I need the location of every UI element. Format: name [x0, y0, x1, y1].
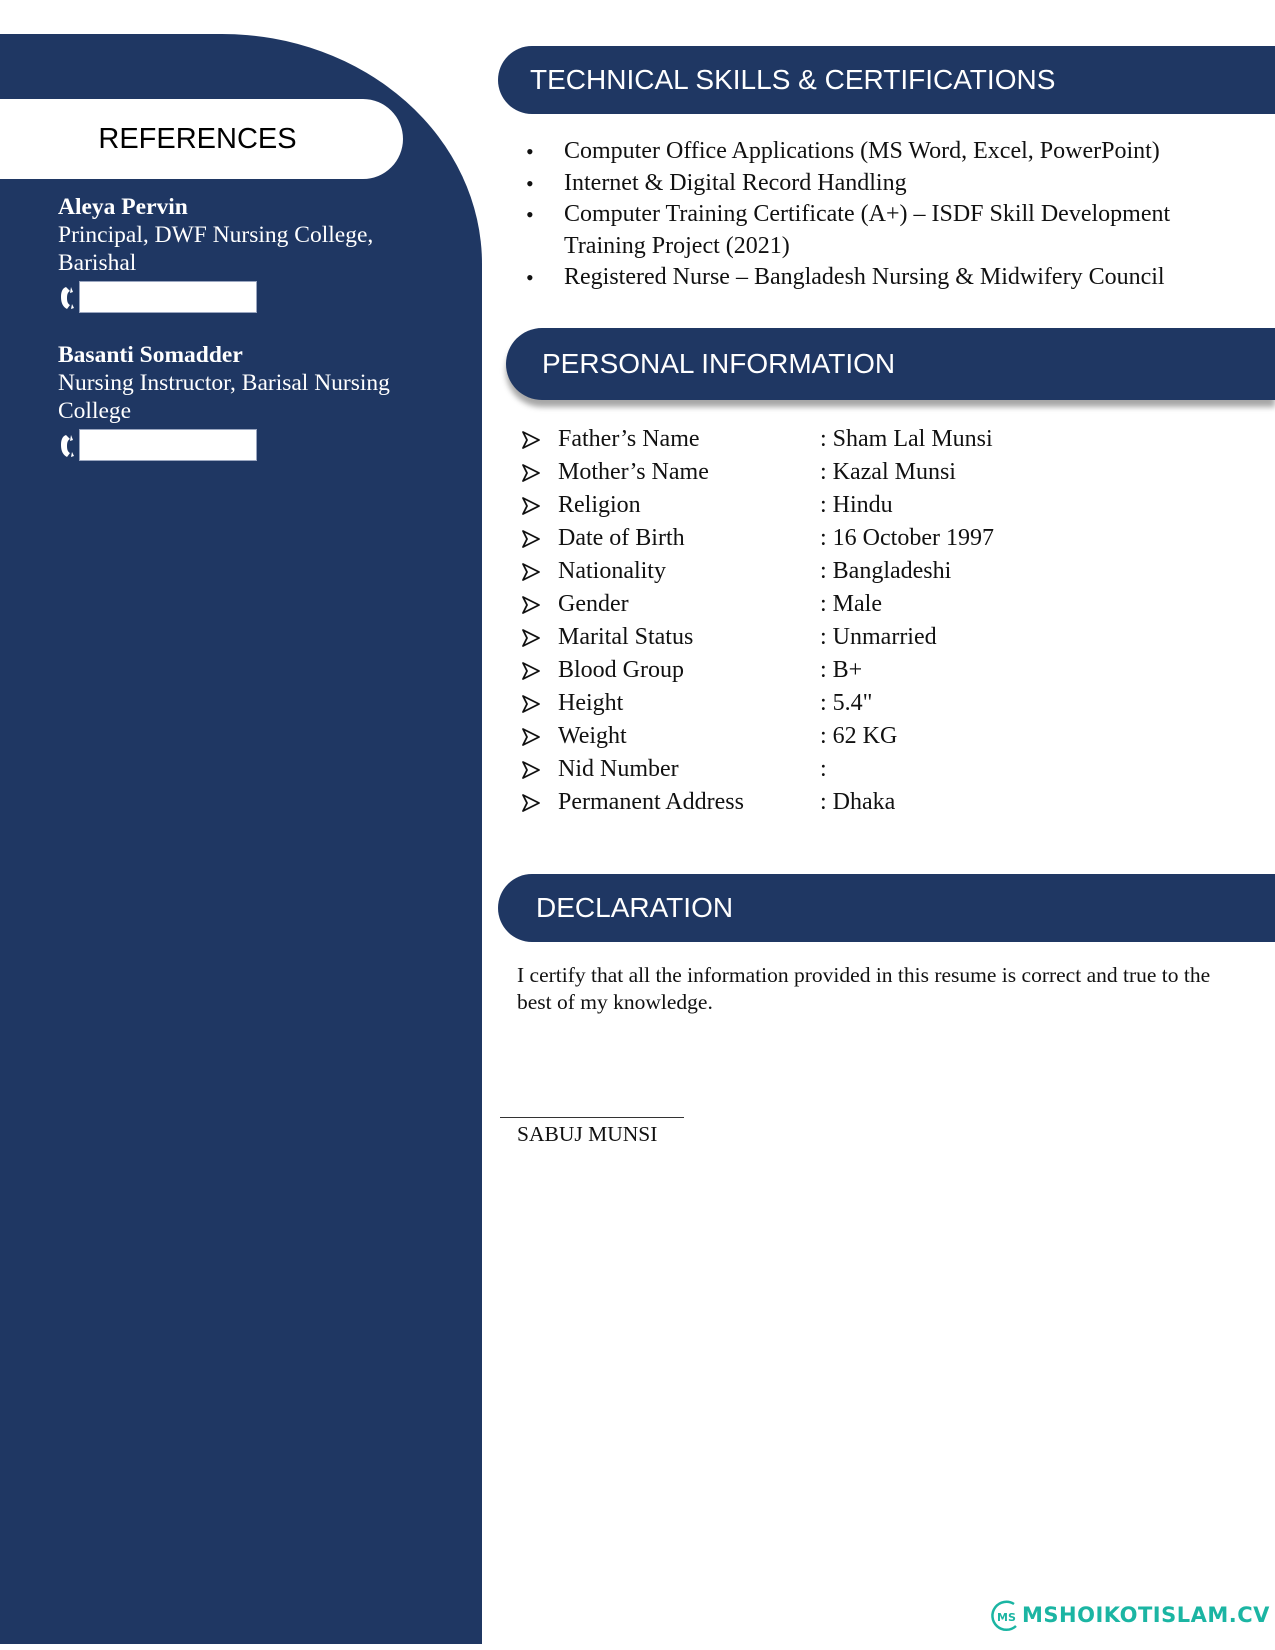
watermark-text: MSHOIKOTISLAM.CV	[1022, 1603, 1270, 1627]
info-label: Weight	[558, 723, 627, 749]
declaration-text: I certify that all the information provided in this resume is correct and true to the best of my knowledge.	[517, 963, 1211, 1014]
info-value: : 62 KG	[820, 723, 898, 749]
personal-information-list	[522, 423, 1242, 819]
technical-skills-title: TECHNICAL SKILLS & CERTIFICATIONS	[530, 64, 1056, 95]
skill-text: Computer Office Applications (MS Word, Excel, PowerPoint)	[564, 138, 1160, 164]
arrow-bullet-icon	[522, 753, 540, 786]
arrow-bullet-icon	[522, 687, 540, 720]
reference-phone	[58, 429, 428, 463]
arrow-bullet-icon	[522, 456, 540, 489]
reference-phone	[58, 281, 428, 315]
technical-skills-heading	[498, 46, 1275, 114]
info-row	[522, 621, 1242, 654]
reference-entry	[58, 341, 428, 463]
reference-name: Aleya Pervin	[58, 194, 188, 220]
info-row	[522, 654, 1242, 687]
list-item	[526, 136, 1226, 168]
list-item	[526, 199, 1226, 262]
info-row	[522, 522, 1242, 555]
info-label: Height	[558, 690, 624, 716]
info-label: Blood Group	[558, 657, 684, 683]
bullet-icon: •	[526, 202, 534, 227]
arrow-bullet-icon	[522, 489, 540, 522]
info-value: : Unmarried	[820, 624, 937, 650]
info-label: Marital Status	[558, 624, 694, 650]
arrow-bullet-icon	[522, 588, 540, 621]
arrow-bullet-icon	[522, 555, 540, 588]
info-value: : Hindu	[820, 492, 893, 518]
phone-icon	[60, 434, 78, 458]
bullet-icon: •	[526, 170, 534, 196]
info-value: : 5.4"	[820, 690, 873, 716]
info-value: : Dhaka	[820, 789, 896, 815]
reference-name: Basanti Somadder	[58, 342, 243, 368]
reference-role: Principal, DWF Nursing College, Barishal	[58, 222, 374, 276]
arrow-bullet-icon	[522, 786, 540, 819]
info-value: :	[820, 756, 827, 782]
personal-information-heading	[506, 328, 1275, 400]
reference-role: Nursing Instructor, Barisal Nursing College	[58, 370, 390, 424]
arrow-bullet-icon	[522, 522, 540, 555]
info-label: Mother’s Name	[558, 459, 709, 485]
skill-text: Registered Nurse – Bangladesh Nursing & Midwifery Council	[564, 264, 1165, 290]
signature-line	[500, 1117, 684, 1118]
list-item	[526, 262, 1226, 294]
svg-text:MS: MS	[997, 1611, 1016, 1624]
info-row	[522, 423, 1242, 456]
info-label: Gender	[558, 591, 629, 617]
info-value: : B+	[820, 657, 863, 683]
reference-entry	[58, 193, 428, 315]
arrow-bullet-icon	[522, 423, 540, 456]
declaration-title: DECLARATION	[536, 892, 734, 923]
info-row	[522, 456, 1242, 489]
info-row	[522, 489, 1242, 522]
arrow-bullet-icon	[522, 720, 540, 753]
info-label: Date of Birth	[558, 525, 685, 551]
phone-number-field	[79, 281, 257, 313]
signature-name: SABUJ MUNSI	[517, 1122, 658, 1146]
info-value: : Male	[820, 591, 882, 617]
bullet-icon: •	[526, 265, 534, 290]
info-value: : Bangladeshi	[820, 558, 952, 584]
phone-icon	[60, 286, 78, 310]
list-item	[526, 168, 1226, 200]
skill-text: Internet & Digital Record Handling	[564, 169, 907, 196]
info-label: Religion	[558, 492, 641, 518]
bullet-icon: •	[526, 139, 534, 164]
arrow-bullet-icon	[522, 654, 540, 687]
info-label: Father’s Name	[558, 426, 700, 452]
info-label: Nid Number	[558, 756, 679, 782]
technical-skills-list	[526, 136, 1226, 294]
info-row	[522, 753, 1242, 786]
info-label: Permanent Address	[558, 789, 744, 815]
ms-logo-icon	[990, 1598, 1022, 1634]
info-row	[522, 555, 1242, 588]
info-row	[522, 720, 1242, 753]
arrow-bullet-icon	[522, 621, 540, 654]
info-value: : Sham Lal Munsi	[820, 426, 993, 452]
info-row	[522, 588, 1242, 621]
references-heading: REFERENCES	[98, 123, 297, 155]
info-value: : 16 October 1997	[820, 525, 994, 551]
phone-number-field	[79, 429, 257, 461]
info-row	[522, 786, 1242, 819]
skill-text: Computer Training Certificate (A+) – ISDF Skill Development Training Project (2021)	[564, 201, 1171, 259]
declaration-heading	[498, 874, 1275, 942]
info-row	[522, 687, 1242, 720]
info-value: : Kazal Munsi	[820, 459, 956, 485]
info-label: Nationality	[558, 558, 666, 584]
personal-information-title: PERSONAL INFORMATION	[542, 348, 896, 379]
